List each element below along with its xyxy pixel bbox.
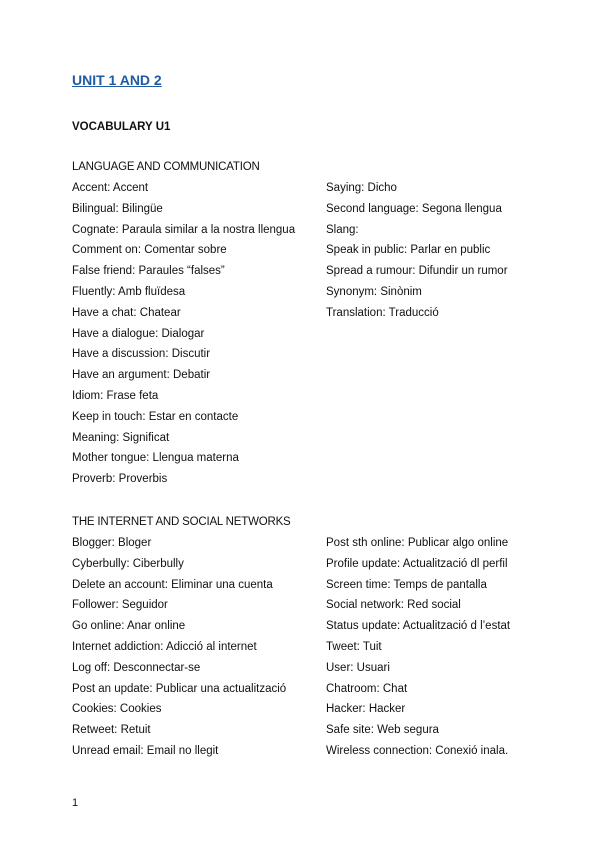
vocab-entry: User: Usuari — [326, 661, 390, 674]
vocab-entry: Second language: Segona llengua — [326, 202, 502, 215]
vocab-entry: Post sth online: Publicar algo online — [326, 537, 509, 549]
vocab-entry: Blogger: Bloger — [72, 537, 152, 549]
vocab-entry: Comment on: Comentar sobre — [72, 244, 227, 257]
section-language-communication — [72, 157, 542, 490]
section-internet-social-networks — [72, 512, 542, 762]
vocab-entry: Spread a rumour: Difundir un rumor — [326, 265, 508, 278]
vocab-entry: Status update: Actualització d l’estat — [326, 620, 511, 633]
vocab-entry: Chatroom: Chat — [326, 682, 408, 695]
vocab-entry: Delete an account: Eliminar una cuenta — [72, 578, 273, 591]
vocab-entry: Have a discussion: Discutir — [72, 348, 211, 361]
vocab-entry: Cyberbully: Ciberbully — [72, 557, 184, 570]
vocab-entry: False friend: Paraules “falses” — [72, 265, 225, 278]
vocab-entry: Synonym: Sinònim — [326, 285, 422, 298]
vocab-entry: Saying: Dicho — [326, 182, 397, 194]
vocab-entry: Idiom: Frase feta — [72, 389, 159, 402]
vocab-list-right — [326, 178, 542, 490]
vocab-entry: Safe site: Web segura — [326, 724, 439, 737]
document-title: UNIT 1 AND 2 — [72, 72, 162, 88]
vocab-entry: Speak in public: Parlar en public — [326, 244, 491, 257]
vocab-entry: Tweet: Tuit — [326, 640, 382, 653]
vocab-entry: Meaning: Significat — [72, 431, 170, 444]
vocab-entry: Post an update: Publicar una actualització — [72, 682, 287, 695]
vocab-entry: Unread email: Email no llegit — [72, 744, 219, 757]
vocab-entry: Follower: Seguidor — [72, 599, 168, 612]
vocab-entry: Retweet: Retuit — [72, 724, 151, 737]
vocabulary-heading: VOCABULARY U1 — [72, 121, 171, 133]
vocab-entry: Proverb: Proverbis — [72, 473, 168, 486]
vocab-entry: Social network: Red social — [326, 599, 461, 612]
vocab-entry: Translation: Traducció — [326, 306, 439, 319]
vocab-entry: Accent: Accent — [72, 182, 149, 194]
section-heading: LANGUAGE AND COMMUNICATION — [72, 161, 260, 173]
vocab-entry: Cognate: Paraula similar a la nostra llengua — [72, 223, 296, 236]
vocab-entry: Wireless connection: Conexió inala. — [326, 744, 509, 757]
vocab-entry: Bilingual: Bilingüe — [72, 202, 163, 215]
vocab-entry: Have a dialogue: Dialogar — [72, 327, 205, 340]
vocab-entry: Hacker: Hacker — [326, 703, 406, 716]
vocab-list-left — [72, 178, 326, 490]
vocab-list-right — [326, 533, 542, 762]
vocab-entry: Log off: Desconnectar-se — [72, 661, 201, 674]
vocab-entry: Profile update: Actualització dl perfil — [326, 557, 508, 570]
vocab-entry: Mother tongue: Llengua materna — [72, 452, 239, 465]
vocab-entry: Internet addiction: Adicció al internet — [72, 640, 257, 653]
vocab-list-left — [72, 533, 326, 762]
vocab-entry: Go online: Anar online — [72, 620, 186, 633]
vocab-entry: Keep in touch: Estar en contacte — [72, 410, 239, 423]
vocab-entry: Have a chat: Chatear — [72, 306, 181, 319]
vocab-entry: Cookies: Cookies — [72, 703, 162, 716]
vocab-entry: Slang: — [326, 223, 359, 236]
vocab-entry: Have an argument: Debatir — [72, 369, 211, 382]
vocab-entry: Fluently: Amb fluïdesa — [72, 285, 186, 298]
vocab-entry: Screen time: Temps de pantalla — [326, 578, 487, 591]
section-heading: THE INTERNET AND SOCIAL NETWORKS — [72, 516, 291, 528]
page-number: 1 — [72, 797, 79, 809]
